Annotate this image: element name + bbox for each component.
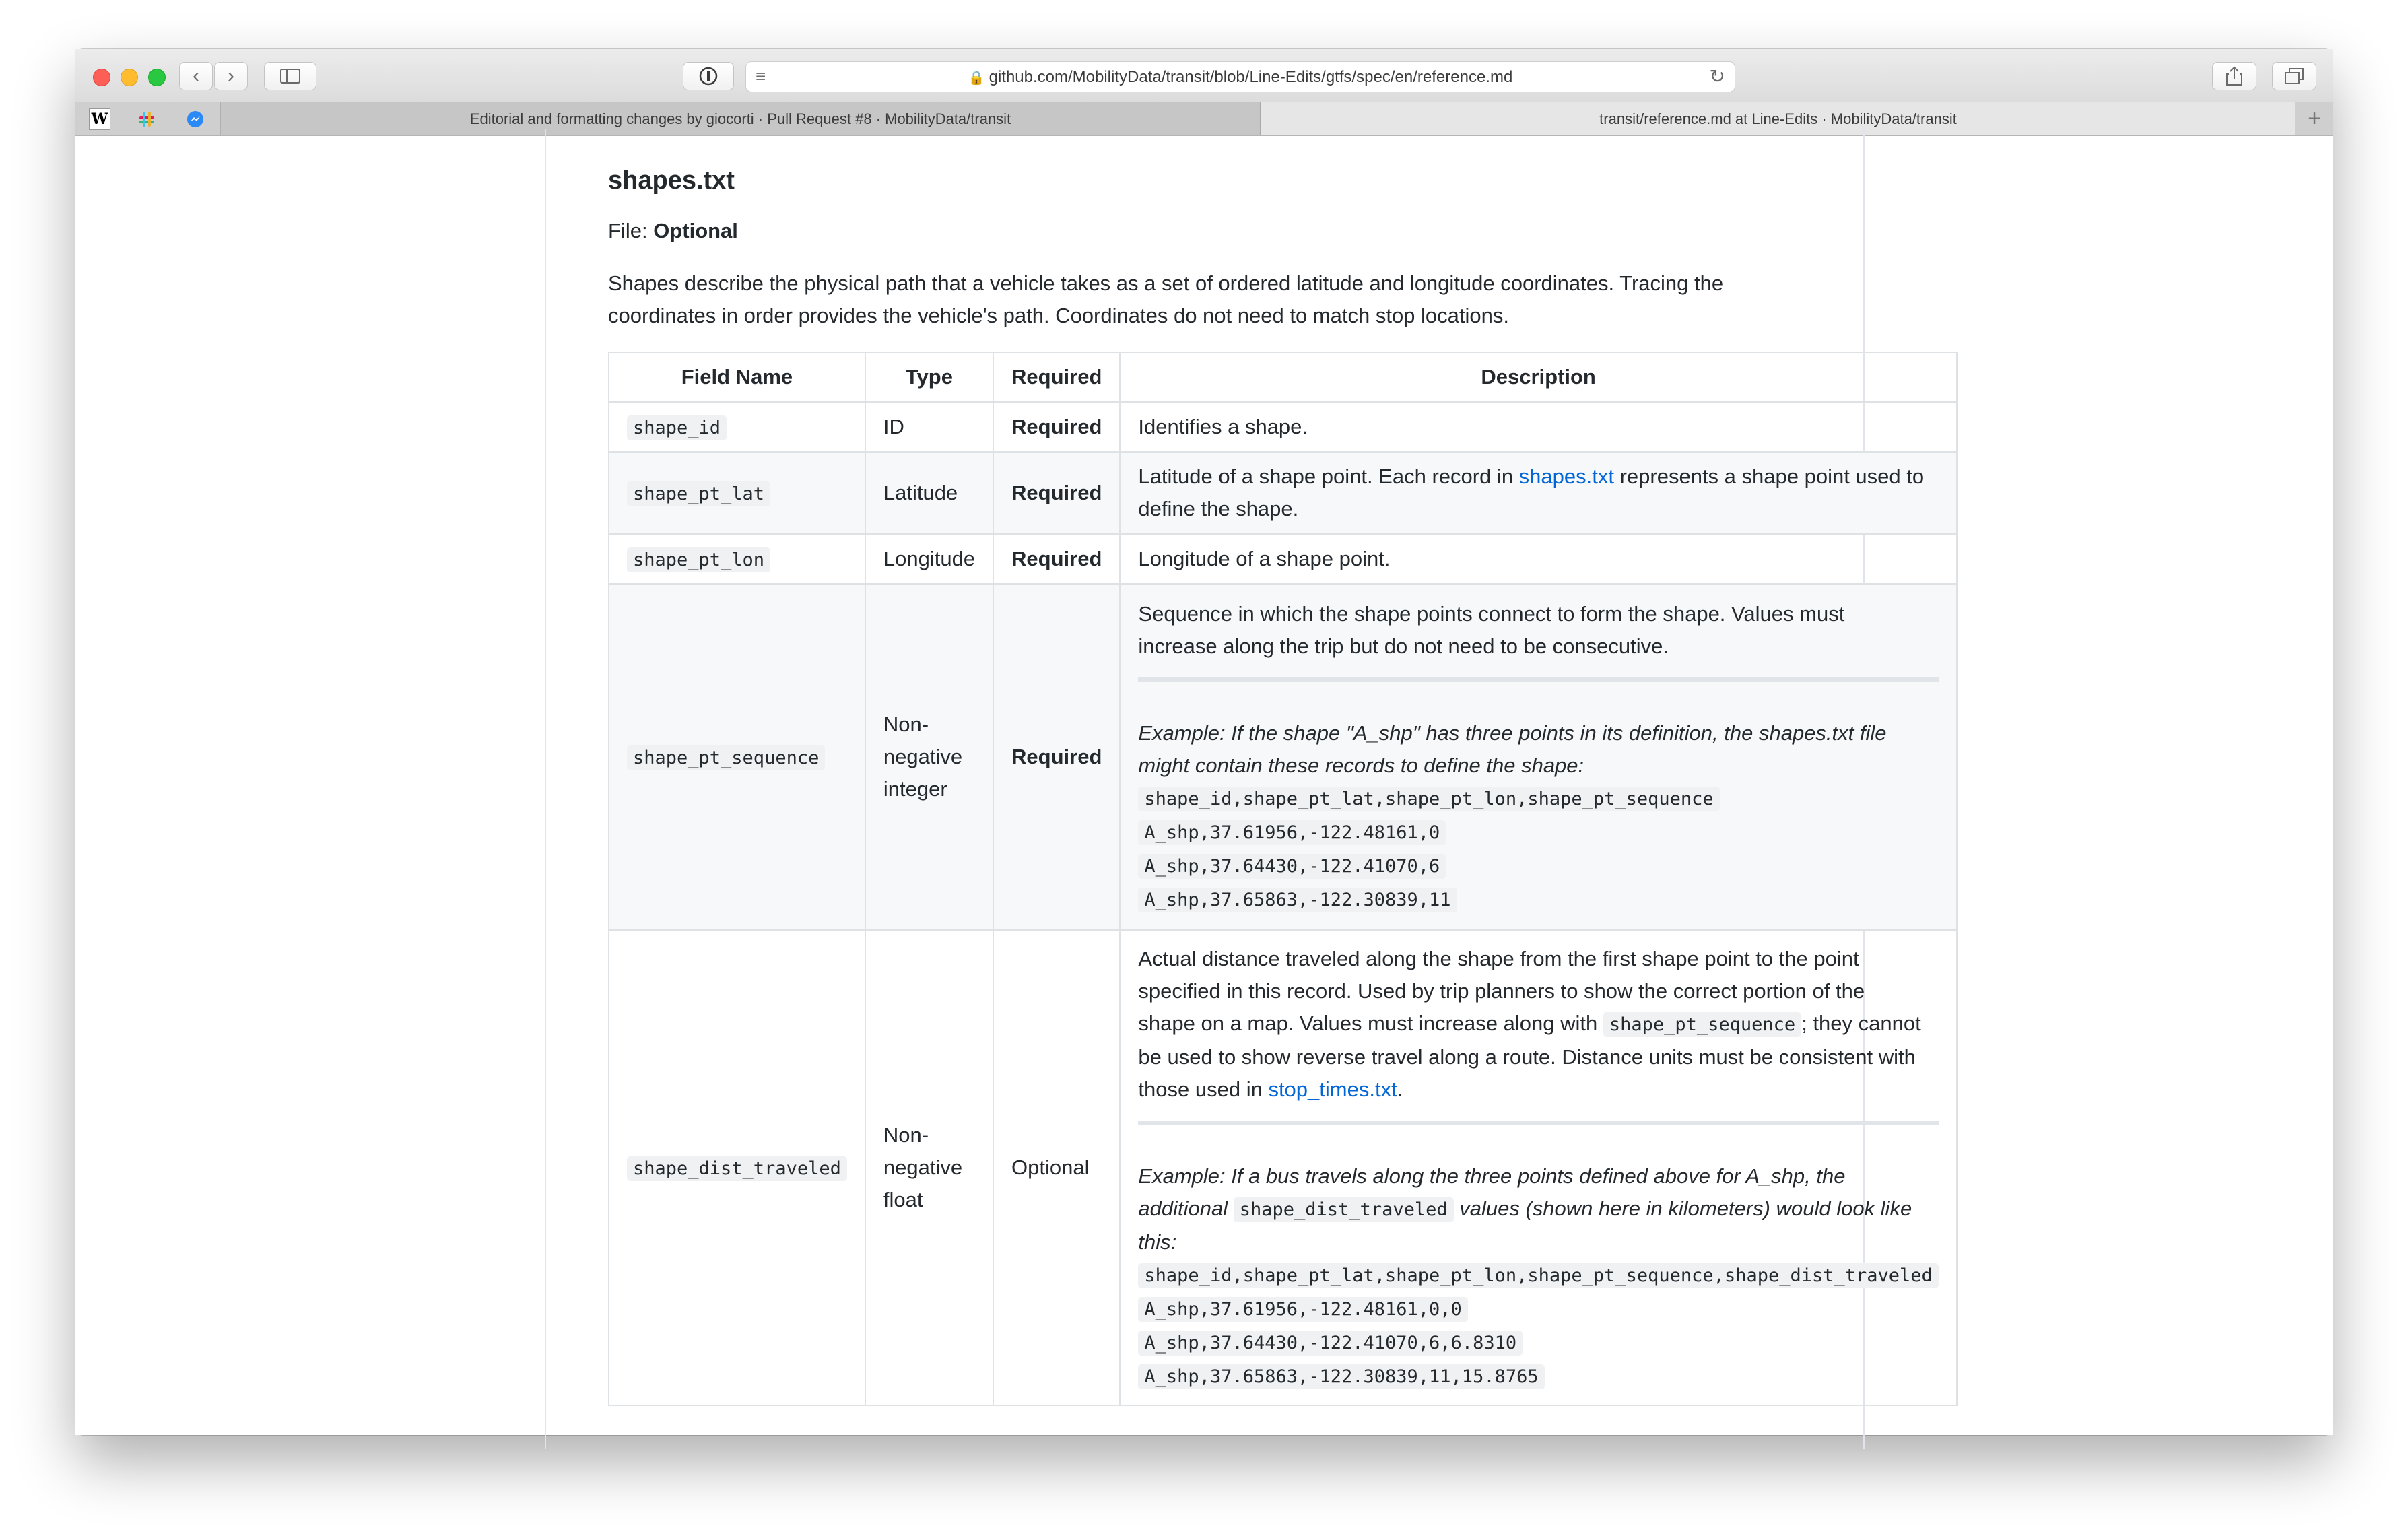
divider bbox=[1138, 677, 1938, 682]
favorite-wikipedia[interactable]: W bbox=[89, 108, 110, 130]
field-type: Non- negative float bbox=[865, 930, 993, 1405]
shield-info-icon bbox=[699, 67, 718, 86]
field-required: Required bbox=[993, 452, 1120, 534]
intro-line-1: Shapes describe the physical path that a vehicle takes as a set of ordered latitude and longitude coordinates. Tracing the bbox=[608, 271, 1724, 295]
section-heading: shapes.txt bbox=[608, 166, 735, 195]
title-bar bbox=[75, 49, 2333, 102]
messenger-icon bbox=[186, 110, 205, 129]
lock-icon: 🔒 bbox=[968, 71, 985, 86]
favorite-slack[interactable] bbox=[136, 108, 158, 130]
field-description: Sequence in which the shape points connect to form the shape. Values must increase along the trip but do not need to be consecutive. Example: If the shape "A_shp" has three points in its definition, the shapes.txt file might contain these records to define the shape: shape_id,shape_pt_lat,shape_pt_lon,shape_pt_sequence A_shp,37.61956,-122.48161,0 A_shp,37.64430,-122.41070,6 A_shp,37.65863,-122.30839,11 bbox=[1120, 584, 1956, 930]
field-name: shape_dist_traveled bbox=[627, 1156, 847, 1181]
plus-icon: + bbox=[2308, 106, 2321, 131]
table-scroll-container[interactable] bbox=[608, 352, 1933, 1409]
field-name: shape_pt_lon bbox=[627, 547, 770, 572]
show-tabs-button[interactable] bbox=[2272, 62, 2316, 90]
field-description: Latitude of a shape point. Each record in shapes.txt represents a shape point used to define the shape. bbox=[1120, 452, 1956, 534]
code-line: A_shp,37.65863,-122.30839,11 bbox=[1138, 888, 1457, 912]
table-row bbox=[609, 584, 1957, 930]
code-line: A_shp,37.61956,-122.48161,0 bbox=[1138, 820, 1446, 845]
field-type: Latitude bbox=[865, 452, 993, 534]
header-field-name: Field Name bbox=[609, 352, 865, 402]
tabs-overview-icon bbox=[2285, 68, 2304, 84]
field-type: Longitude bbox=[865, 534, 993, 584]
new-tab-button[interactable] bbox=[2296, 102, 2333, 135]
address-bar[interactable] bbox=[745, 61, 1735, 92]
markdown-article bbox=[545, 129, 1933, 1449]
forward-button[interactable] bbox=[214, 62, 248, 90]
table-row bbox=[609, 534, 1957, 584]
field-type: Non- negative integer bbox=[865, 584, 993, 930]
tab-reference-md[interactable]: transit/reference.md at Line-Edits · MobilityData/transit bbox=[1261, 102, 2295, 135]
header-type: Type bbox=[865, 352, 993, 402]
code-line: A_shp,37.64430,-122.41070,6 bbox=[1138, 854, 1446, 879]
field-name: shape_id bbox=[627, 415, 727, 440]
page-content bbox=[75, 136, 2333, 1435]
code-line: A_shp,37.65863,-122.30839,11,15.8765 bbox=[1138, 1364, 1544, 1389]
intro-line-2: coordinates in order provides the vehicle's path. Coordinates do not need to match stop locations. bbox=[608, 304, 1509, 327]
code-line: shape_id,shape_pt_lat,shape_pt_lon,shape_pt_sequence bbox=[1138, 787, 1719, 811]
slack-icon bbox=[137, 109, 157, 129]
fields-table bbox=[608, 352, 1958, 1406]
table-row bbox=[609, 930, 1957, 1405]
sidebar-toggle-button[interactable] bbox=[264, 62, 316, 90]
table-row bbox=[609, 452, 1957, 534]
share-icon bbox=[2226, 67, 2242, 86]
field-description: Longitude of a shape point. bbox=[1120, 534, 1956, 584]
code-line: A_shp,37.61956,-122.48161,0,0 bbox=[1138, 1297, 1467, 1322]
file-label: File: bbox=[608, 219, 648, 242]
field-description: Actual distance traveled along the shape from the first shape point to the point specified in this record. Used by trip planners to show the correct portion of the shape on a map. Values must increase along with shape_pt_sequence ; they cannot be used to show reverse travel along a route. Distance units must be consistent with those used in stop_times.txt. Example: If a bus travels along the three points defined above for A_shp, the additional shape_dist_traveled values (shown here in kilometers) would look like this: shape_id,shape_pt_lat,shape_pt_lon,shape_pt_sequence,shape_dist_traveled A_shp,37.61956,-122.48161,0,0 A_shp,37.64430,-122.41070,6,6.8310 A_shp,37.65863,-122.30839,11,15.8765 bbox=[1120, 930, 1956, 1405]
file-requirement bbox=[608, 219, 738, 243]
back-button[interactable] bbox=[179, 62, 213, 90]
privacy-report-button[interactable] bbox=[683, 62, 734, 90]
table-header-row bbox=[609, 352, 1957, 402]
minimize-window-button[interactable] bbox=[121, 69, 138, 86]
table-row bbox=[609, 402, 1957, 452]
header-required: Required bbox=[993, 352, 1120, 402]
chevron-right-icon: › bbox=[228, 65, 234, 87]
code-line: A_shp,37.64430,-122.41070,6,6.8310 bbox=[1138, 1331, 1523, 1356]
code-line: shape_id,shape_pt_lat,shape_pt_lon,shape_pt_sequence,shape_dist_traveled bbox=[1138, 1263, 1938, 1288]
field-required: Required bbox=[993, 584, 1120, 930]
field-required: Required bbox=[993, 534, 1120, 584]
chevron-left-icon: ‹ bbox=[193, 65, 199, 87]
stop-times-txt-link[interactable]: stop_times.txt bbox=[1268, 1077, 1397, 1101]
field-type: ID bbox=[865, 402, 993, 452]
divider bbox=[1138, 1121, 1938, 1125]
field-description: Identifies a shape. bbox=[1120, 402, 1956, 452]
file-value: Optional bbox=[653, 219, 738, 242]
url-text: github.com/MobilityData/transit/blob/Line-Edits/gtfs/spec/en/reference.md bbox=[989, 68, 1513, 86]
field-required: Optional bbox=[993, 930, 1120, 1405]
close-window-button[interactable] bbox=[93, 69, 110, 86]
reader-view-icon[interactable]: ≡ bbox=[756, 66, 766, 86]
zoom-window-button[interactable] bbox=[148, 69, 166, 86]
browser-window bbox=[75, 49, 2333, 1435]
field-name: shape_pt_lat bbox=[627, 481, 770, 506]
sidebar-icon bbox=[280, 69, 300, 84]
shapes-txt-link[interactable]: shapes.txt bbox=[1518, 465, 1614, 488]
tab-pull-request[interactable]: Editorial and formatting changes by giocorti · Pull Request #8 · MobilityData/transit bbox=[220, 102, 1261, 135]
field-name: shape_pt_sequence bbox=[627, 745, 825, 770]
share-button[interactable] bbox=[2212, 62, 2256, 90]
header-description: Description bbox=[1120, 352, 1956, 402]
reload-icon[interactable]: ↻ bbox=[1709, 66, 1725, 87]
intro-paragraph bbox=[608, 267, 1803, 332]
field-required: Required bbox=[993, 402, 1120, 452]
favorite-messenger[interactable] bbox=[185, 108, 206, 130]
